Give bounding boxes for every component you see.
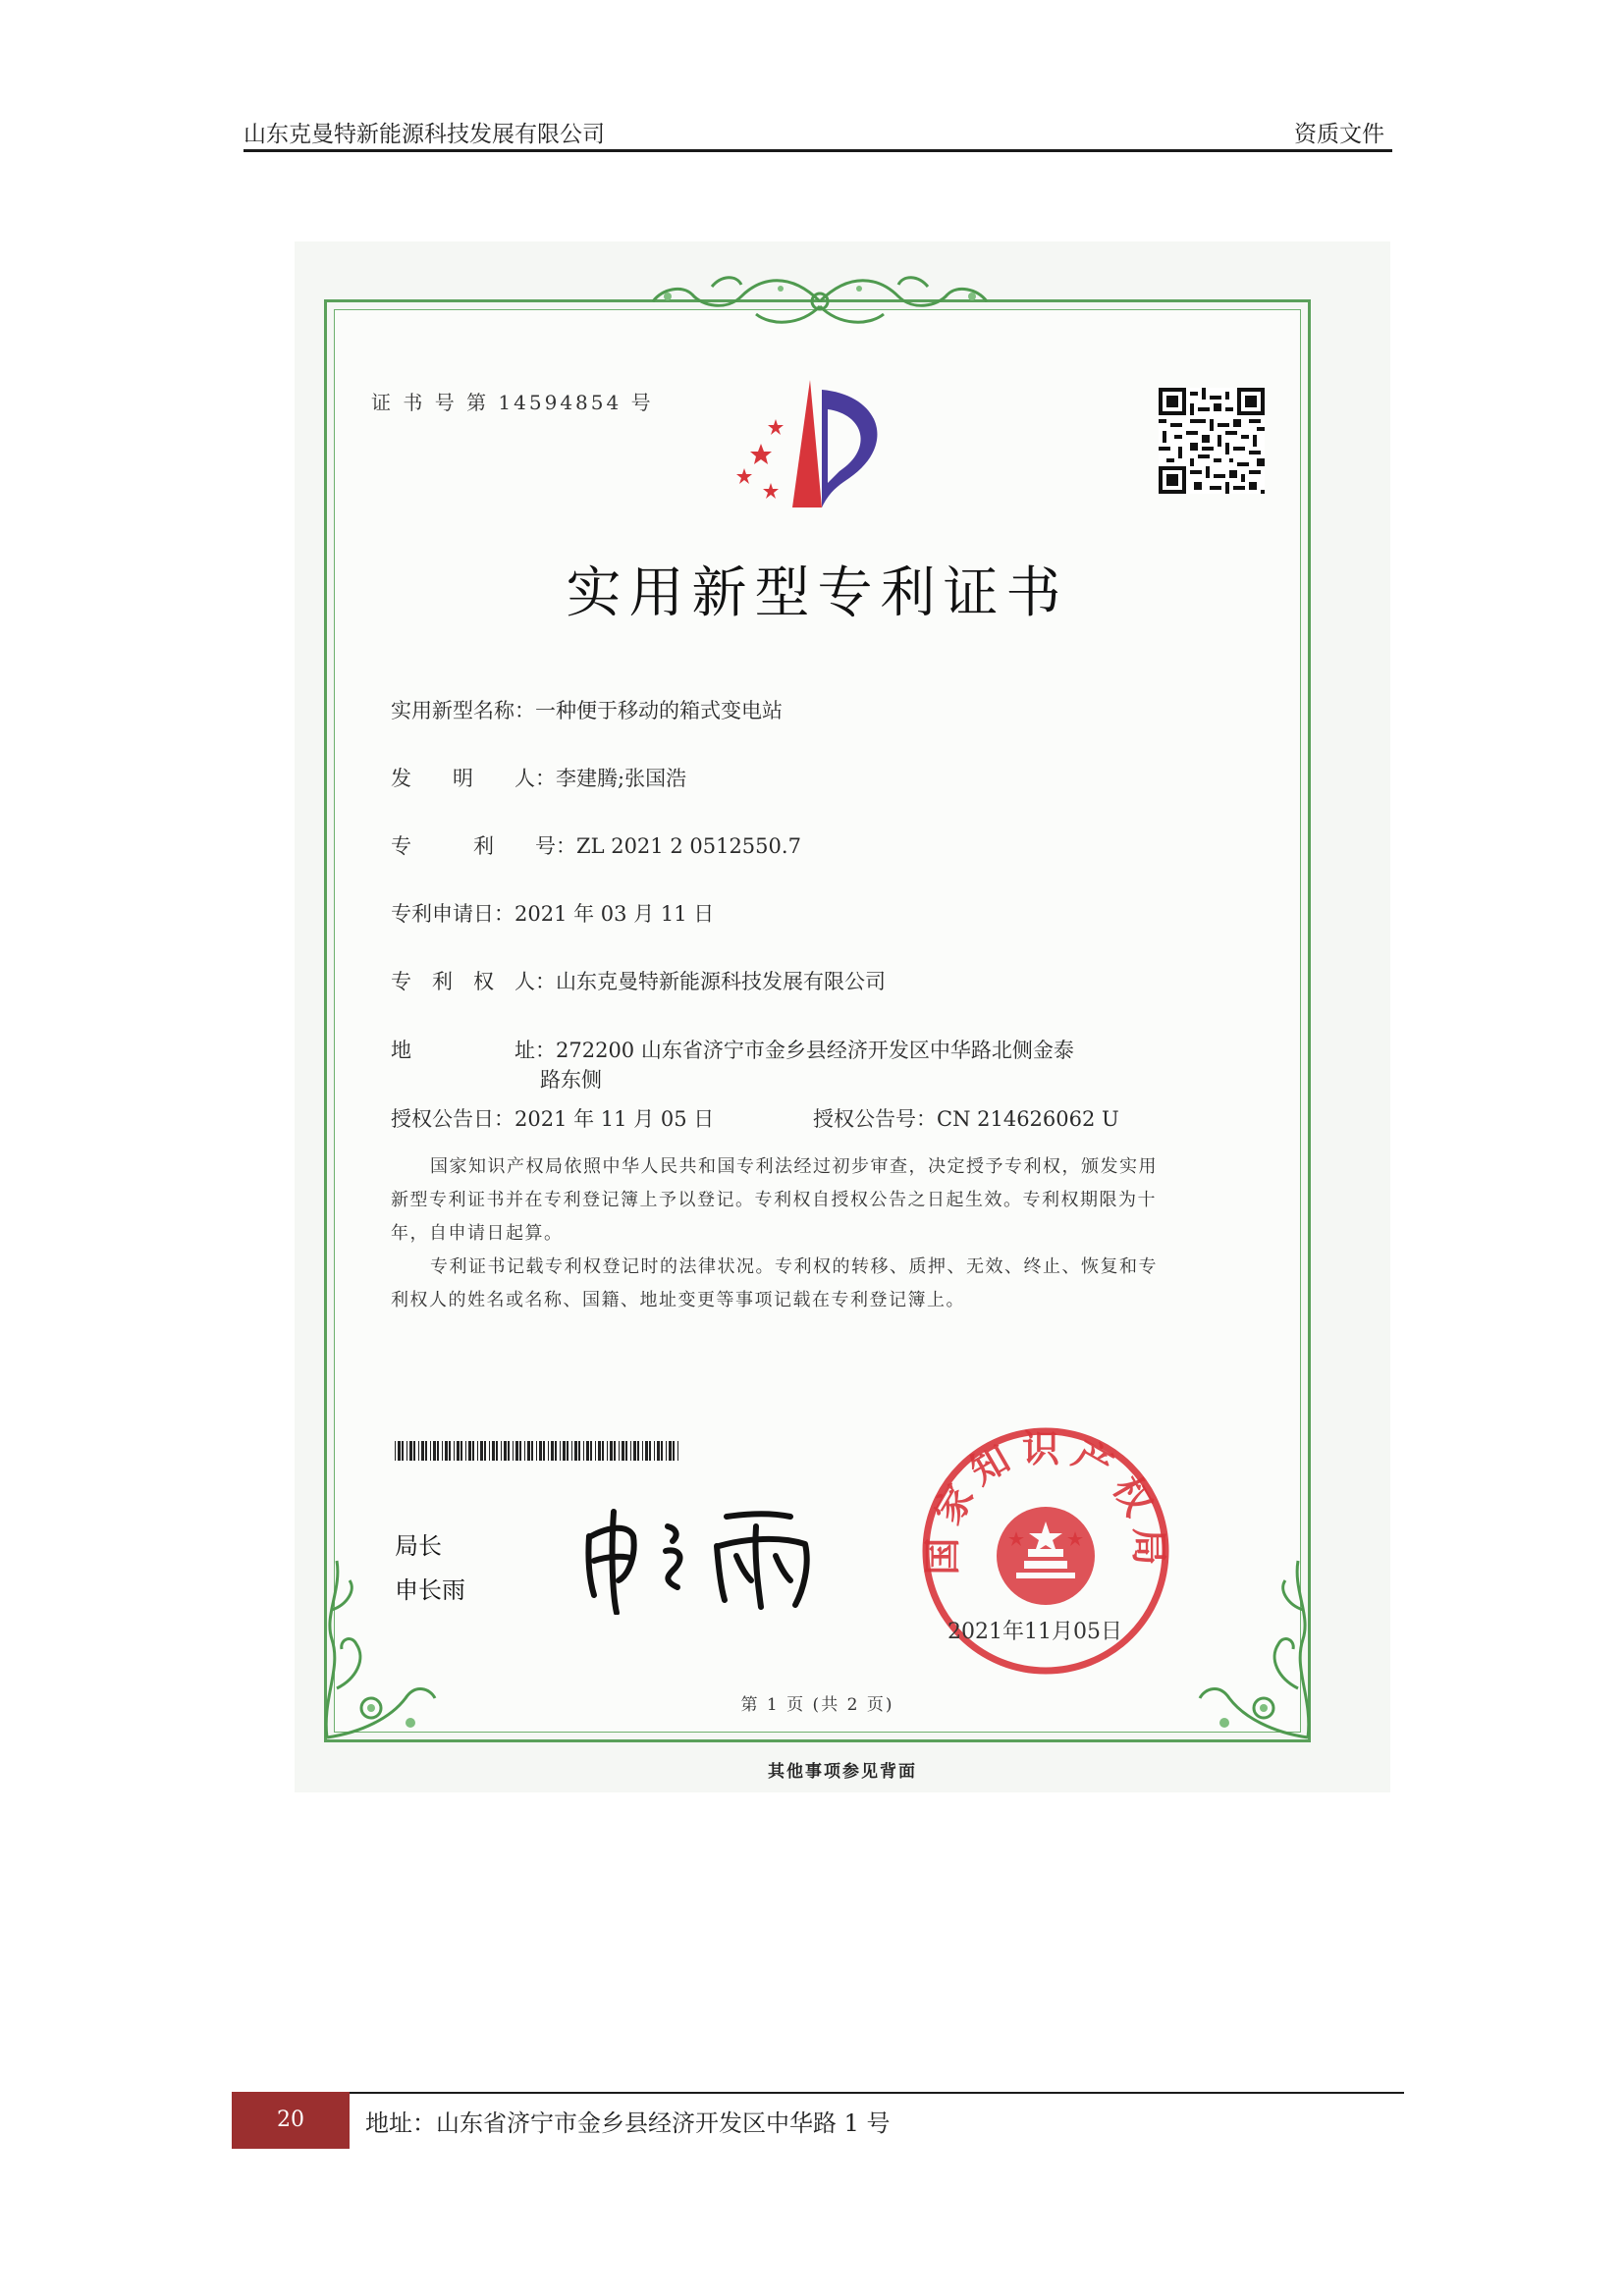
page-header	[244, 114, 1392, 153]
field-application-date	[391, 898, 714, 928]
field-patent-number	[391, 830, 801, 860]
paragraph-line: 专利证书记载专利权登记时的法律状况。专利权的转移、质押、无效、终止、恢复和专	[430, 1256, 1158, 1277]
header-doc-type: 资质文件	[1294, 122, 1384, 147]
field-label: 授权公告号：	[813, 1107, 937, 1131]
field-label: 专 利 号：	[391, 834, 576, 858]
director-signature-icon	[569, 1497, 825, 1615]
director-name: 申长雨	[395, 1576, 465, 1604]
certificate-number: 证 书 号 第 14594854 号	[371, 391, 654, 414]
field-value: 2021 年 03 月 11 日	[514, 902, 715, 926]
field-label: 发 明 人：	[391, 767, 556, 790]
field-value: CN 214626062 U	[937, 1107, 1119, 1131]
other-notes-text: 其他事项参见背面	[768, 1762, 917, 1782]
footer-address: 地址：山东省济宁市金乡县经济开发区中华路 1 号	[365, 2109, 891, 2137]
footer-page-number: 20	[232, 2092, 350, 2149]
header-rule	[244, 149, 1392, 152]
field-utility-model-name	[391, 695, 783, 724]
field-inventor	[391, 763, 686, 792]
seal-date: 2021年11月05日	[947, 1620, 1122, 1644]
paragraph-line: 新型专利证书并在专利登记簿上予以登记。专利权自授权公告之日起生效。专利权期限为十	[391, 1190, 1157, 1210]
field-label: 专 利 权 人：	[391, 970, 556, 993]
barcode-icon	[395, 1441, 679, 1461]
header-company-name: 山东克曼特新能源科技发展有限公司	[244, 122, 605, 147]
paragraph-line: 利权人的姓名或名称、国籍、地址变更等事项记载在专利登记簿上。	[391, 1290, 965, 1310]
certificate-page-indicator: 第 1 页 (共 2 页)	[740, 1695, 894, 1715]
field-address	[391, 1035, 1074, 1064]
field-grant-number	[813, 1103, 1119, 1133]
top-ornament-icon	[643, 267, 997, 336]
field-grant-date	[391, 1103, 714, 1133]
field-value: 2021 年 11 月 05 日	[514, 1107, 715, 1131]
field-label: 实用新型名称：	[391, 699, 535, 722]
patent-office-logo-icon	[731, 375, 903, 512]
legal-status-paragraph	[391, 1251, 1245, 1317]
field-patentee	[391, 966, 886, 995]
field-label: 专利申请日：	[391, 902, 514, 926]
field-value: 一种便于移动的箱式变电站	[535, 699, 783, 722]
paragraph-line: 国家知识产权局依照中华人民共和国专利法经过初步审查，决定授予专利权，颁发实用	[430, 1156, 1158, 1177]
field-value: 李建腾;张国浩	[556, 767, 687, 790]
director-title: 局长	[395, 1532, 442, 1560]
field-value: 山东克曼特新能源科技发展有限公司	[556, 970, 886, 993]
field-value: ZL 2021 2 0512550.7	[576, 834, 801, 858]
seal-text: 国家知识产权局	[920, 1426, 1171, 1575]
footer-rule	[349, 2092, 1404, 2094]
grant-statement-paragraph	[391, 1150, 1245, 1251]
field-value: 272200 山东省济宁市金乡县经济开发区中华路北侧金泰	[556, 1039, 1074, 1062]
qr-code-icon[interactable]	[1159, 388, 1265, 494]
bottom-right-ornament-icon	[1195, 1551, 1323, 1747]
field-label: 授权公告日：	[391, 1107, 514, 1131]
field-address-line2: 路东侧	[540, 1068, 602, 1092]
field-label: 地 址：	[391, 1039, 556, 1062]
certificate-title: 实用新型专利证书	[566, 561, 1069, 625]
paragraph-line: 年，自申请日起算。	[391, 1223, 564, 1244]
